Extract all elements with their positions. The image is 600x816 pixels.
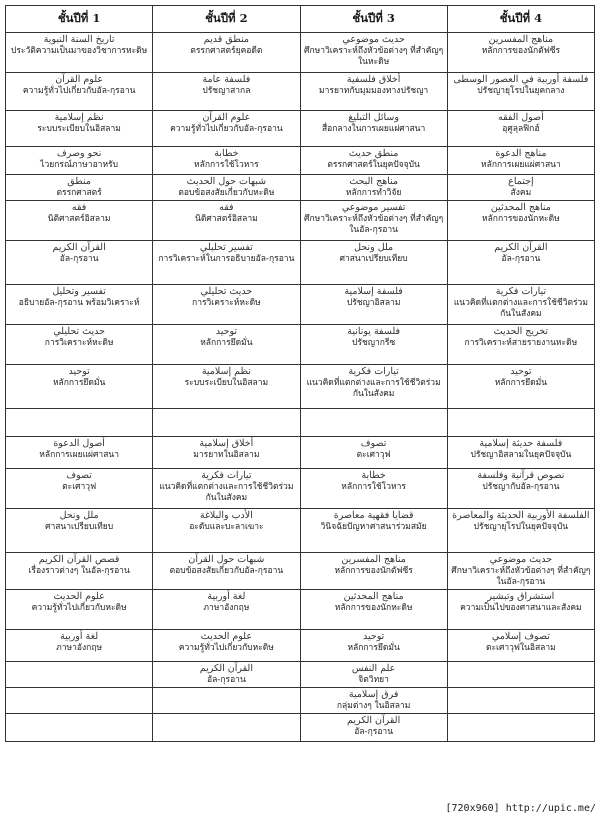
course-name-thai: ตะเศาวุฟ <box>356 450 391 460</box>
course-name-thai: อัล-กุรอาน <box>501 254 541 264</box>
course-name-arabic: نظم إسلامية <box>201 366 251 377</box>
course-name-arabic: حديث تحليلي <box>200 286 253 297</box>
course-name-arabic: تيارات فكرية <box>201 470 252 481</box>
course-name-thai: อัล-กุรอาน <box>206 675 246 685</box>
course-cell <box>447 662 594 688</box>
course-name-thai: การวิเคราะห์ในการอธิบายอัล-กุรอาน <box>158 254 295 264</box>
course-name-thai: อัล-กุรอาน <box>354 727 394 737</box>
course-cell <box>153 630 300 662</box>
course-name-arabic: علوم الحديث <box>53 591 105 602</box>
course-name-thai: ศาสนาเปรียบเทียบ <box>339 254 408 264</box>
table-row <box>6 147 595 175</box>
course-cell <box>6 33 153 73</box>
course-cell <box>153 325 300 365</box>
course-cell <box>447 325 594 365</box>
course-name-thai: สื่อกลางในการเผยแผ่ศาสนา <box>321 124 426 134</box>
table-row <box>6 111 595 147</box>
course-cell <box>6 509 153 553</box>
course-name-thai: กลุ่มต่างๆ ในอิสลาม <box>336 701 411 711</box>
course-name-thai: ปรัชญาอิสลามในยุคปัจจุบัน <box>470 450 572 460</box>
course-name-thai: จิตวิทยา <box>358 675 389 685</box>
course-cell <box>6 111 153 147</box>
course-cell <box>447 241 594 285</box>
course-name-thai: หลักการยึดมั่น <box>347 643 400 653</box>
course-cell <box>300 111 447 147</box>
course-name-thai: หลักการยึดมั่น <box>200 338 253 348</box>
course-name-thai: ปรัชญากรีซ <box>352 338 396 348</box>
course-name-thai: ระบบระเบียบในอิสลาม <box>184 378 269 388</box>
course-cell <box>300 175 447 201</box>
course-cell <box>300 662 447 688</box>
course-cell <box>6 662 153 688</box>
course-name-arabic: نصوص قرآنية وفلسفة <box>477 470 565 481</box>
course-name-arabic: مناهج المحدثين <box>490 202 551 213</box>
course-name-arabic: مناهج المحدثين <box>343 591 404 602</box>
course-cell <box>447 285 594 325</box>
course-name-thai: เรื่องราวต่างๆ ในอัล-กุรอาน <box>28 566 130 576</box>
course-name-thai: ระบบระเบียบในอิสลาม <box>37 124 121 134</box>
course-cell <box>6 365 153 409</box>
column-header-year-2: ชั้นปีที่ 2 <box>153 6 300 33</box>
course-cell <box>6 285 153 325</box>
course-name-arabic: القرآن الكريم <box>494 242 548 253</box>
course-name-arabic: مناهج البحث <box>349 176 399 187</box>
course-name-arabic: علوم الحديث <box>200 631 252 642</box>
table-row <box>6 175 595 201</box>
course-cell <box>300 365 447 409</box>
course-cell <box>300 509 447 553</box>
course-name-thai: ตะเศาวุฟในอิสลาม <box>485 643 556 653</box>
table-row <box>6 509 595 553</box>
course-name-thai: ศาสนาเปรียบเทียบ <box>45 522 114 532</box>
course-name-arabic: تيارات فكرية <box>495 286 547 297</box>
course-name-thai: การวิเคราะห์สายรายงานหะดิษ <box>464 338 578 348</box>
table-row <box>6 73 595 111</box>
course-cell <box>153 365 300 409</box>
course-name-arabic: فلسفة أوربية في العصور الوسطى <box>453 74 589 85</box>
course-name-thai: หลักการเผยแผ่ศาสนา <box>481 160 561 170</box>
course-name-thai: นิติศาสตร์อิสลาม <box>195 214 258 224</box>
course-name-thai: นิติศาสตร์อิสลาม <box>47 214 111 224</box>
course-name-thai: ความรู้ทั่วไปเกี่ยวกับอัล-กุรอาน <box>170 124 283 134</box>
course-cell <box>153 73 300 111</box>
course-name-thai: ศึกษาวิเคราะห์ถึงหัวข้อต่างๆ ที่สำคัญๆ ในหะดิษ <box>304 46 444 67</box>
course-cell <box>300 201 447 241</box>
course-cell <box>153 285 300 325</box>
course-name-arabic: تفسير موضوعي <box>341 202 406 213</box>
course-name-arabic: مناهج الدعوة <box>495 148 547 159</box>
course-name-arabic: ملل ونحل <box>59 510 99 521</box>
course-cell <box>153 147 300 175</box>
course-name-thai: ปรัชญากับอัล-กุรอาน <box>482 482 560 492</box>
course-cell <box>153 201 300 241</box>
course-name-arabic: القرآن الكريم <box>199 663 253 674</box>
course-name-arabic: مناهج المفسرين <box>341 554 406 565</box>
course-name-arabic: علوم القرآن <box>202 112 251 123</box>
course-name-thai: ตอบข้อสงสัยเกี่ยวกับหะดิษ <box>178 188 275 198</box>
course-name-arabic: فقه <box>71 202 87 213</box>
table-row <box>6 409 595 437</box>
course-cell <box>447 365 594 409</box>
course-name-arabic: أصول الدعوة <box>53 438 105 449</box>
course-cell <box>300 630 447 662</box>
course-name-arabic: حديث موضوعي <box>342 34 405 45</box>
course-name-thai: แนวคิดที่แตกต่างและการใช้ชีวิตร่วมกันในสังคม <box>453 298 588 319</box>
course-cell <box>447 201 594 241</box>
course-name-thai: หลักการทำวิจัย <box>345 188 402 198</box>
course-cell <box>447 409 594 437</box>
course-name-thai: หลักการใช้โวหาร <box>194 160 259 170</box>
course-cell <box>447 630 594 662</box>
course-name-arabic: فلسفة يونانية <box>347 326 401 337</box>
course-cell <box>447 33 594 73</box>
course-cell <box>153 437 300 469</box>
course-name-thai: ตรรกศาสตร์ยุคอดีต <box>190 46 263 56</box>
course-name-arabic: شبهات حول القرآن <box>188 554 265 565</box>
course-name-arabic: تصوف <box>66 470 92 481</box>
course-name-thai: หลักการของนักหะดิษ <box>481 214 560 224</box>
course-cell <box>153 111 300 147</box>
course-cell <box>6 409 153 437</box>
course-name-arabic: تصوف إسلامي <box>491 631 550 642</box>
table-row <box>6 325 595 365</box>
table-row <box>6 285 595 325</box>
table-row <box>6 662 595 688</box>
course-name-arabic: حديث تحليلي <box>53 326 105 337</box>
course-name-arabic: قضايا فقهية معاصرة <box>333 510 414 521</box>
course-name-thai: อธิบายอัล-กุรอาน พร้อมวิเคราะห์ <box>18 298 140 308</box>
course-name-arabic: وسائل التبليغ <box>348 112 399 123</box>
curriculum-table <box>5 5 595 742</box>
table-row <box>6 714 595 742</box>
course-cell <box>153 33 300 73</box>
watermark-text: [720x960] http://upic.me/ <box>445 803 596 814</box>
course-name-thai: ตรรกศาสตร์ <box>56 188 102 198</box>
course-name-arabic: فلسفة عامة <box>202 74 251 85</box>
course-name-thai: แนวคิดที่แตกต่างและการใช้ชีวิตร่วมกันในสังคม <box>306 378 441 399</box>
course-name-arabic: علوم القرآن <box>55 74 104 85</box>
course-cell <box>300 147 447 175</box>
course-cell <box>6 241 153 285</box>
course-name-arabic: فرق إسلامية <box>348 689 399 700</box>
course-name-arabic: فقه <box>219 202 234 213</box>
table-row <box>6 553 595 590</box>
course-name-thai: หลักการของนักตัฟซีร <box>334 566 413 576</box>
column-header-year-1: ชั้นปีที่ 1 <box>6 6 153 33</box>
header-row <box>6 6 595 33</box>
course-cell <box>300 73 447 111</box>
course-name-thai: อัล-กุรอาน <box>59 254 99 264</box>
course-name-thai: ความรู้ทั่วไปเกี่ยวกับอัล-กุรอาน <box>22 86 136 96</box>
course-name-arabic: منطق قديم <box>203 34 249 45</box>
course-cell <box>153 409 300 437</box>
course-cell <box>300 688 447 714</box>
course-name-thai: วินิจฉัยปัญหาศาสนาร่วมสมัย <box>320 522 427 532</box>
table-row <box>6 241 595 285</box>
table-row <box>6 201 595 241</box>
course-name-arabic: لغة أوربية <box>207 591 246 602</box>
course-name-arabic: قصص القرآن الكريم <box>38 554 120 565</box>
course-cell <box>447 590 594 630</box>
course-name-thai: หลักการใช้โวหาร <box>341 482 406 492</box>
course-name-arabic: القرآن الكريم <box>52 242 106 253</box>
course-cell <box>153 509 300 553</box>
course-name-arabic: خطابة <box>361 470 386 481</box>
course-cell <box>300 241 447 285</box>
table-row <box>6 630 595 662</box>
course-cell <box>300 33 447 73</box>
course-cell <box>447 553 594 590</box>
table-row <box>6 590 595 630</box>
course-name-thai: ความเป็นไปของศาสนาและสังคม <box>460 603 582 613</box>
course-cell <box>300 553 447 590</box>
course-cell <box>300 714 447 742</box>
course-cell <box>447 469 594 509</box>
course-name-arabic: ملل ونحل <box>354 242 394 253</box>
course-cell <box>6 630 153 662</box>
course-name-thai: หลักการของนักตัฟซีร <box>481 46 561 56</box>
course-name-arabic: منطق <box>67 176 91 187</box>
course-cell <box>153 175 300 201</box>
course-name-thai: ภาษาอังกฤษ <box>56 643 103 653</box>
course-cell <box>153 241 300 285</box>
course-cell <box>300 437 447 469</box>
course-name-arabic: تفسير تحليلي <box>199 242 253 253</box>
course-name-arabic: مناهج المفسرين <box>488 34 554 45</box>
course-cell <box>6 325 153 365</box>
course-name-arabic: تصوف <box>360 438 387 449</box>
course-cell <box>6 175 153 201</box>
course-name-thai: ปรัชญายุโรปในยุคปัจจุบัน <box>473 522 569 532</box>
course-cell <box>447 175 594 201</box>
course-name-arabic: القرآن الكريم <box>347 715 401 726</box>
course-cell <box>153 590 300 630</box>
course-cell <box>153 553 300 590</box>
course-name-arabic: أخلاق إسلامية <box>199 438 254 449</box>
course-cell <box>447 714 594 742</box>
column-header-year-3: ชั้นปีที่ 3 <box>300 6 447 33</box>
course-name-arabic: توحيد <box>68 366 90 377</box>
course-name-arabic: لغة أوربية <box>60 631 99 642</box>
course-name-arabic: إجتماع <box>508 176 534 187</box>
course-cell <box>6 201 153 241</box>
course-cell <box>153 688 300 714</box>
course-name-arabic: استشراق وتبشير <box>487 591 555 602</box>
course-cell <box>6 469 153 509</box>
curriculum-table-container <box>5 5 595 798</box>
course-name-arabic: علم النفس <box>351 663 396 674</box>
course-cell <box>447 437 594 469</box>
course-name-thai: ปรัชญาอิสลาม <box>346 298 401 308</box>
course-cell <box>447 509 594 553</box>
course-name-thai: ศึกษาวิเคราะห์ถึงหัวข้อต่างๆ ที่สำคัญๆ ในอัล-กุรอาน <box>451 566 591 587</box>
table-row <box>6 688 595 714</box>
course-name-thai: หลักการของนักหะดิษ <box>334 603 413 613</box>
course-name-arabic: خطابة <box>214 148 239 159</box>
course-name-arabic: حديث موضوعي <box>489 554 553 565</box>
course-name-arabic: نحو وصرف <box>56 148 102 159</box>
course-cell <box>6 437 153 469</box>
course-cell <box>300 285 447 325</box>
course-name-thai: ประวัติความเป็นมาของวิชาการหะดิษ <box>10 46 148 56</box>
course-name-arabic: أصول الفقه <box>497 112 544 123</box>
course-name-arabic: الفلسفة الأوربية الحديثة والمعاصرة <box>452 510 590 521</box>
course-name-arabic: فلسفة حديثة إسلامية <box>479 438 563 449</box>
course-cell <box>300 590 447 630</box>
course-cell <box>300 325 447 365</box>
course-name-thai: หลักการยึดมั่น <box>494 378 548 388</box>
course-name-arabic: منطق حديث <box>348 148 399 159</box>
course-cell <box>153 662 300 688</box>
course-name-arabic: تيارات فكرية <box>348 366 399 377</box>
course-cell <box>447 73 594 111</box>
course-cell <box>6 553 153 590</box>
table-row <box>6 469 595 509</box>
course-cell <box>153 714 300 742</box>
course-name-thai: ตะเศาวุฟ <box>62 482 97 492</box>
course-cell <box>300 469 447 509</box>
course-name-arabic: توحيد <box>362 631 385 642</box>
course-name-arabic: الأدب والبلاغة <box>199 510 253 521</box>
course-name-thai: ปรัชญายุโรปในยุคกลาง <box>477 86 565 96</box>
course-name-thai: ตอบข้อสงสัยเกี่ยวกับอัล-กุรอาน <box>169 566 284 576</box>
course-name-thai: ความรู้ทั่วไปเกี่ยวกับหะดิษ <box>31 603 127 613</box>
course-name-thai: ปรัชญาสากล <box>202 86 251 96</box>
course-name-thai: อะดับและบะลาเฆาะ <box>189 522 264 532</box>
table-body <box>6 33 595 742</box>
course-name-thai: ตรรกศาสตร์ในยุคปัจจุบัน <box>327 160 420 170</box>
course-cell <box>447 688 594 714</box>
course-name-arabic: أخلاق فلسفية <box>346 74 401 85</box>
course-cell <box>447 147 594 175</box>
course-name-thai: ศึกษาวิเคราะห์ถึงหัวข้อต่างๆ ที่สำคัญๆ ในอัล-กุรอาน <box>304 214 444 235</box>
course-name-thai: หลักการเผยแผ่ศาสนา <box>39 450 119 460</box>
course-name-thai: สังคม <box>510 188 532 198</box>
course-name-arabic: توحيد <box>215 326 238 337</box>
course-name-arabic: فلسفة إسلامية <box>344 286 403 297</box>
course-name-arabic: تفسير وتحليل <box>52 286 106 297</box>
course-cell <box>6 590 153 630</box>
course-name-thai: การวิเคราะห์หะดิษ <box>44 338 114 348</box>
course-name-thai: ภาษาอังกฤษ <box>203 603 250 613</box>
course-name-arabic: تخريج الحديث <box>493 326 549 337</box>
course-name-arabic: نظم إسلامية <box>54 112 104 123</box>
column-header-year-4: ชั้นปีที่ 4 <box>447 6 594 33</box>
course-name-thai: แนวคิดที่แตกต่างและการใช้ชีวิตร่วมกันในสังคม <box>159 482 294 503</box>
course-name-arabic: توحيد <box>510 366 532 377</box>
course-name-arabic: تاريخ السنة النبوية <box>43 34 115 45</box>
course-name-thai: มารยาทกับมุมมองทางปรัชญา <box>319 86 429 96</box>
course-cell <box>6 714 153 742</box>
course-name-arabic: شبهات حول الحديث <box>186 176 267 187</box>
course-cell <box>6 147 153 175</box>
course-cell <box>153 469 300 509</box>
course-cell <box>6 688 153 714</box>
course-name-thai: ไวยกรณ์ภาษาอาหรับ <box>40 160 119 170</box>
course-cell <box>6 73 153 111</box>
course-name-thai: อุศูลุลฟิกฮ์ <box>502 124 540 134</box>
course-name-thai: หลักการยึดมั่น <box>52 378 106 388</box>
course-name-thai: การวิเคราะห์หะดิษ <box>192 298 261 308</box>
table-row <box>6 365 595 409</box>
course-cell <box>300 409 447 437</box>
course-cell <box>447 111 594 147</box>
course-name-thai: ความรู้ทั่วไปเกี่ยวกับหะดิษ <box>178 643 274 653</box>
table-row <box>6 33 595 73</box>
table-row <box>6 437 595 469</box>
course-name-thai: มารยาทในอิสลาม <box>193 450 260 460</box>
